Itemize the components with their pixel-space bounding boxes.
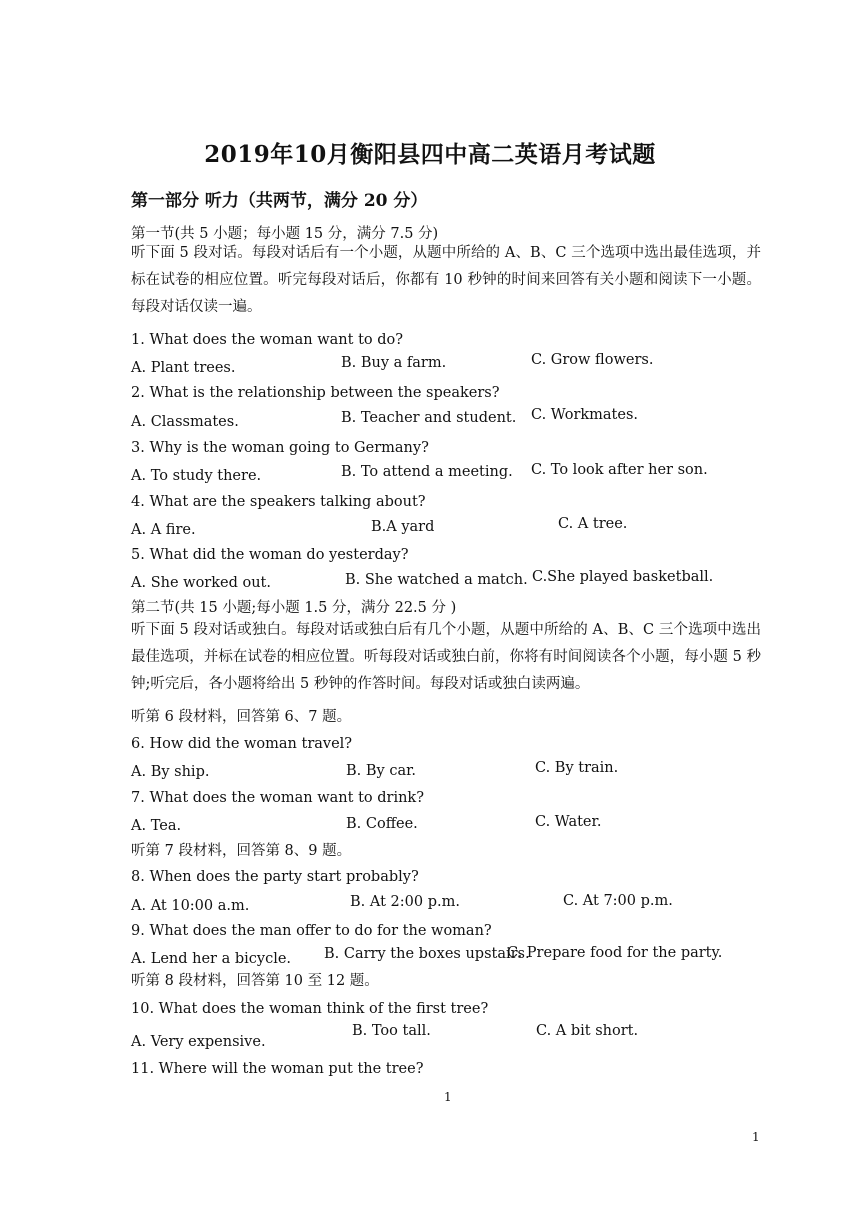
question-2: 2. What is the relationship between the speakers? [131,385,500,401]
option-3b: B. To attend a meeting. [341,464,513,480]
option-10c: C. A bit short. [536,1023,639,1039]
option-7b: B. Coffee. [346,816,418,832]
question-11: 11. Where will the woman put the tree? [131,1061,424,1077]
question-9: 9. What does the man offer to do for the woman? [131,923,492,939]
option-7c: C. Water. [535,814,602,830]
question-8: 8. When does the party start probably? [131,869,419,885]
question-10: 10. What does the woman think of the first tree? [131,1001,489,1017]
option-5b: B. She watched a match. [345,572,528,588]
question-1: 1. What does the woman want to do? [131,332,404,348]
page-number: 1 [444,1090,452,1104]
option-4b: B.A yard [371,519,435,535]
option-5a: A. She worked out. [131,575,271,591]
question-4: 4. What are the speakers talking about? [131,494,426,510]
section2-heading: 第二节(共 15 小题;每小题 1.5 分，满分 22.5 分 ) [131,600,457,616]
section1-heading: 第一节(共 5 小题；每小题 15 分，满分 7.5 分) [131,226,439,242]
question-5: 5. What did the woman do yesterday? [131,547,409,563]
option-1b: B. Buy a farm. [341,355,447,371]
option-2c: C. Workmates. [531,407,639,423]
option-6c: C. By train. [535,760,619,776]
option-3a: A. To study there. [131,468,262,484]
option-2b: B. Teacher and student. [341,410,517,426]
option-7a: A. Tea. [131,818,182,834]
section2-instructions: 听下面 5 段对话或独白。每段对话或独白后有几个小题，从题中所给的 A、B、C 三个选项中选出最佳选项，并标在试卷的相应位置。听每段对话或独白前，你将有时间阅读各个小题，每小题 5 秒钟;听完后，各小题将给出 5 秒钟的作答时间。每段对话或独白读两遍。 [131,622,761,692]
option-9c: C. Prepare food for the party. [507,945,723,961]
option-4c: C. A tree. [558,516,628,532]
material-note-8: 听第 8 段材料，回答第 10 至 12 题。 [131,973,379,989]
option-10a: A. Very expensive. [131,1034,266,1050]
option-8c: C. At 7:00 p.m. [563,893,673,909]
option-6a: A. By ship. [131,764,210,780]
option-1a: A. Plant trees. [131,360,236,376]
option-2a: A. Classmates. [131,414,239,430]
option-8a: A. At 10:00 a.m. [131,898,250,914]
option-6b: B. By car. [346,763,417,779]
question-7: 7. What does the woman want to drink? [131,790,424,806]
section1-instructions: 听下面 5 段对话。每段对话后有一个小题，从题中所给的 A、B、C 三个选项中选出最佳选项，并标在试卷的相应位置。听完每段对话后，你都有 10 秒钟的时间来回答有关小题和阅读下一小题。每段对话仅读一遍。 [131,245,761,315]
option-9a: A. Lend her a bicycle. [131,951,292,967]
material-note-7: 听第 7 段材料，回答第 8、9 题。 [131,843,352,859]
option-10b: B. Too tall. [352,1023,431,1039]
option-8b: B. At 2:00 p.m. [350,894,460,910]
option-4a: A. A fire. [131,522,196,538]
material-note-6: 听第 6 段材料，回答第 6、7 题。 [131,709,352,725]
option-1c: C. Grow flowers. [531,352,654,368]
part1-heading: 第一部分 听力（共两节，满分 20 分） [131,191,428,211]
footer-page-number: 1 [752,1130,760,1144]
option-3c: C. To look after her son. [531,462,708,478]
option-9b: B. Carry the boxes upstairs. [324,946,530,962]
exam-title: 2019年10月衡阳县四中高二英语月考试题 [204,141,656,168]
question-6: 6. How did the woman travel? [131,736,353,752]
option-5c: C.She played basketball. [532,569,714,585]
question-3: 3. Why is the woman going to Germany? [131,440,429,456]
